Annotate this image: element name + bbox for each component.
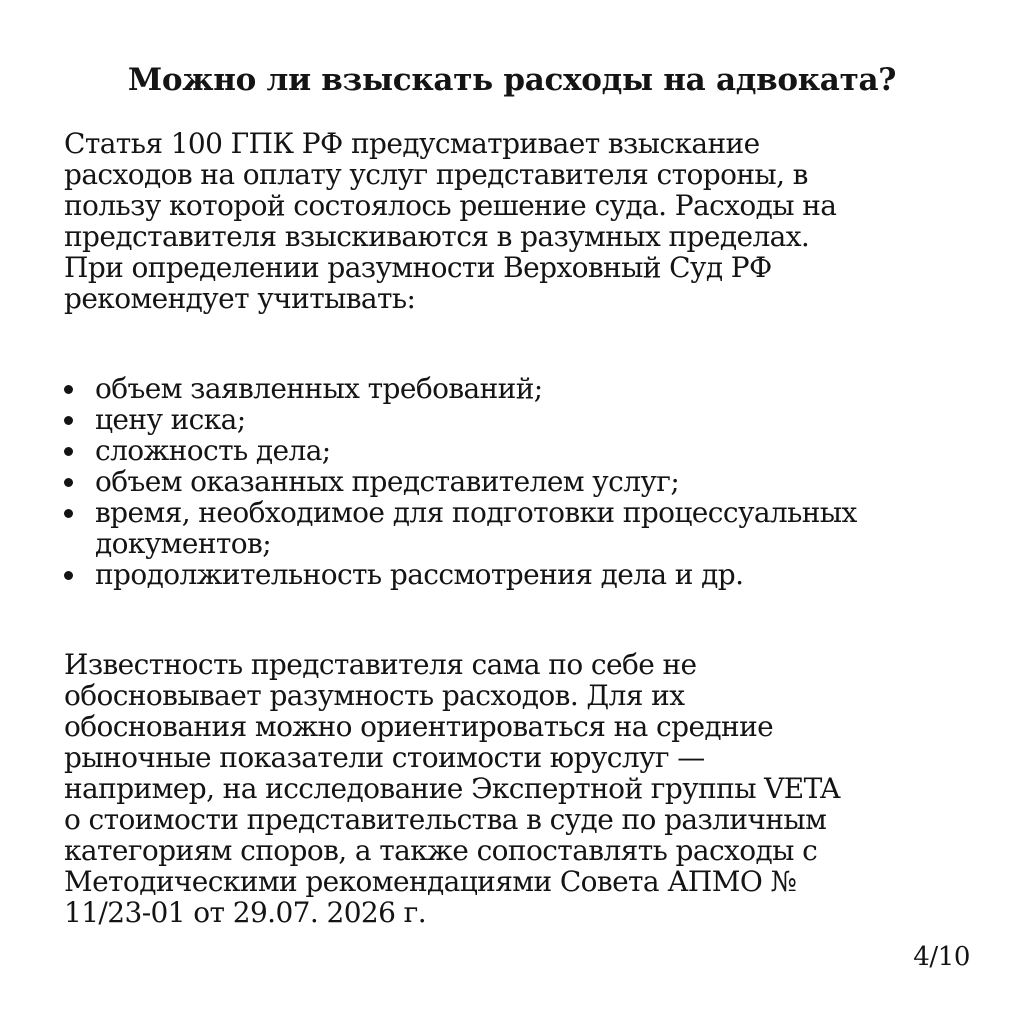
bullet-icon [64, 385, 73, 394]
list-item [64, 373, 994, 404]
bullet-icon [64, 416, 73, 425]
list-item [64, 435, 994, 466]
list-item [64, 497, 994, 559]
list-item [64, 404, 994, 435]
page-number: 4/10 [913, 942, 970, 972]
intro-line: расходов на оплату услуг представителя стороны, в [64, 158, 808, 191]
intro-line: Статья 100 ГПК РФ предусматривает взыскание [64, 127, 760, 160]
bullet-icon [64, 571, 73, 580]
conclusion-paragraph [64, 649, 984, 928]
conclusion-line: категориям споров, а также сопоставлять расходы с [64, 834, 818, 867]
bullet-icon [64, 447, 73, 456]
list-item-text: время, необходимое для подготовки процессуальных [95, 496, 857, 529]
intro-line: При определении разумности Верховный Суд РФ [64, 251, 772, 284]
list-item-text: сложность дела; [95, 434, 331, 467]
list-item-text: объем оказанных представителем услуг; [95, 465, 680, 498]
bullet-icon [64, 478, 73, 487]
intro-line: представителя взыскиваются в разумных пределах. [64, 220, 810, 253]
list-item-text: цену иска; [95, 403, 246, 436]
conclusion-line: о стоимости представительства в суде по различным [64, 803, 827, 836]
conclusion-line: обоснования можно ориентироваться на средние [64, 710, 774, 743]
conclusion-line: 11/23-01 от 29.07. 2026 г. [64, 896, 427, 929]
intro-line: пользу которой состоялось решение суда. Расходы на [64, 189, 837, 222]
page-title: Можно ли взыскать расходы на адвоката? [127, 62, 897, 98]
list-item-text: объем заявленных требований; [95, 372, 543, 405]
list-item-text: продолжительность рассмотрения дела и др. [95, 558, 744, 591]
intro-line: рекомендует учитывать: [64, 282, 416, 315]
intro-paragraph [64, 128, 984, 314]
criteria-list [64, 373, 994, 590]
conclusion-line: например, на исследование Экспертной группы VETA [64, 772, 840, 805]
conclusion-line: Методическими рекомендациями Совета АПМО № [64, 865, 797, 898]
conclusion-line: Известность представителя сама по себе не [64, 648, 697, 681]
list-item-text: документов; [95, 527, 272, 560]
list-item [64, 466, 994, 497]
list-item [64, 559, 994, 590]
conclusion-line: обосновывает разумность расходов. Для их [64, 679, 685, 712]
conclusion-line: рыночные показатели стоимости юруслуг — [64, 741, 705, 774]
bullet-icon [64, 509, 73, 518]
